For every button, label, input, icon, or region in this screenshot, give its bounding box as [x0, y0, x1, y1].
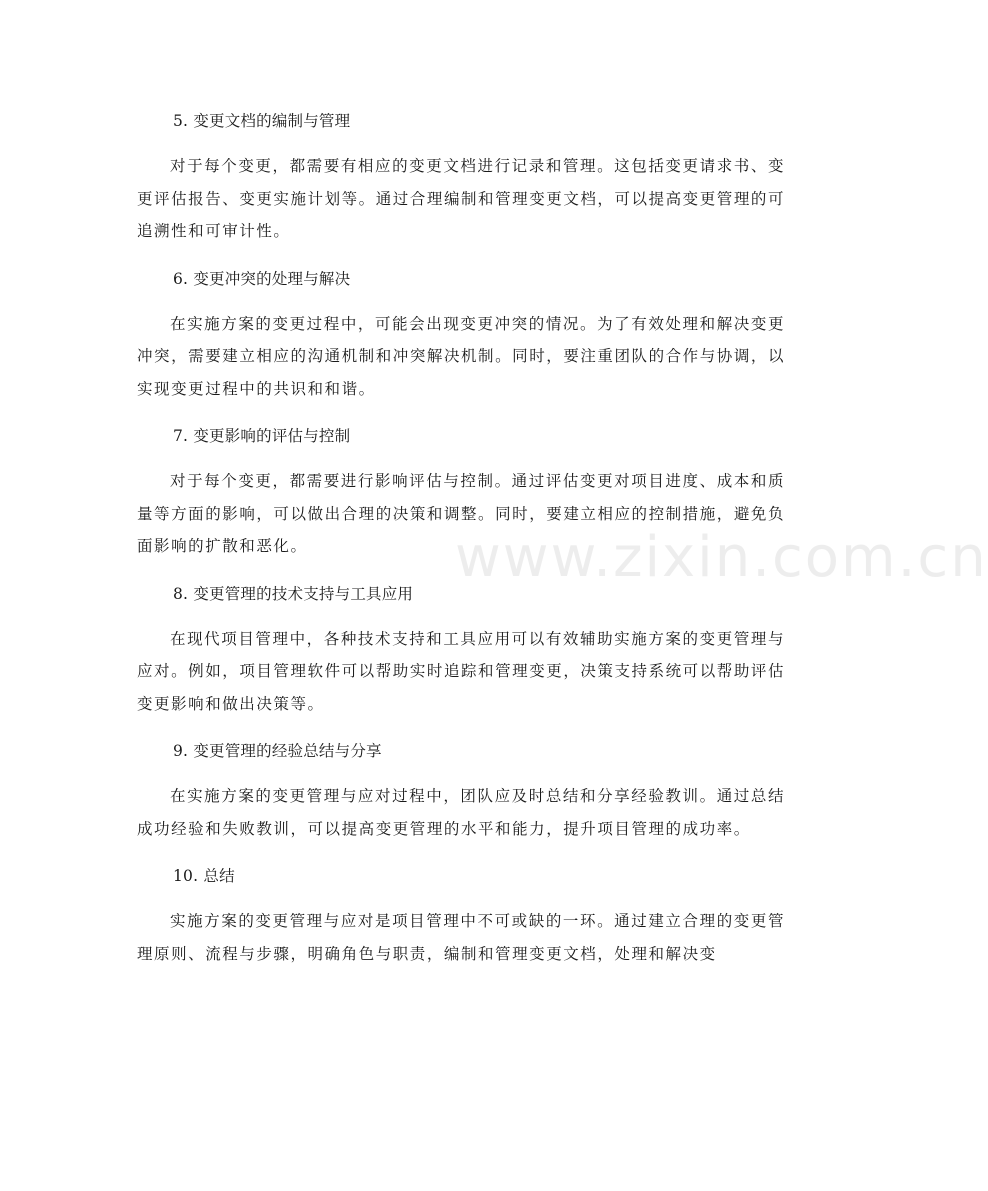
- section-heading: 8. 变更管理的技术支持与工具应用: [173, 584, 414, 603]
- section-7: [137, 419, 785, 563]
- watermark: www.zixin.com.cn: [455, 525, 988, 590]
- document-body: [137, 104, 785, 984]
- section-heading: 10. 总结: [173, 867, 235, 885]
- section-heading: 5. 变更文档的编制与管理: [173, 112, 351, 130]
- section-paragraph: 实施方案的变更管理与应对是项目管理中不可或缺的一环。通过建立合理的变更管理原则、流程与步骤，明确角色与职责，编制和管理变更文档，处理和解决变: [137, 912, 785, 963]
- section-9: [137, 734, 785, 845]
- section-paragraph: 在实施方案的变更过程中，可能会出现变更冲突的情况。为了有效处理和解决变更冲突，需要建立相应的沟通机制和冲突解决机制。同时，要注重团队的合作与协调，以实现变更过程中的共识和和谐。: [137, 314, 785, 398]
- section-8: [137, 577, 785, 721]
- section-heading: 6. 变更冲突的处理与解决: [173, 269, 351, 288]
- section-paragraph: 对于每个变更，都需要进行影响评估与控制。通过评估变更对项目进度、成本和质量等方面的影响，可以做出合理的决策和调整。同时，要建立相应的控制措施，避免负面影响的扩散和恶化。: [137, 472, 785, 555]
- section-paragraph: 在实施方案的变更管理与应对过程中，团队应及时总结和分享经验教训。通过总结成功经验和失败教训，可以提高变更管理的水平和能力，提升项目管理的成功率。: [137, 787, 785, 838]
- section-heading: 9. 变更管理的经验总结与分享: [173, 742, 382, 760]
- section-paragraph: 对于每个变更，都需要有相应的变更文档进行记录和管理。这包括变更请求书、变更评估报告、变更实施计划等。通过合理编制和管理变更文档，可以提高变更管理的可追溯性和可审计性。: [137, 157, 785, 240]
- section-heading: 7. 变更影响的评估与控制: [173, 427, 351, 445]
- section-10: [137, 859, 785, 970]
- section-5: [137, 104, 785, 248]
- section-paragraph: 在现代项目管理中，各种技术支持和工具应用可以有效辅助实施方案的变更管理与应对。例如，项目管理软件可以帮助实时追踪和管理变更，决策支持系统可以帮助评估变更影响和做出决策等。: [137, 629, 785, 713]
- section-6: [137, 262, 785, 406]
